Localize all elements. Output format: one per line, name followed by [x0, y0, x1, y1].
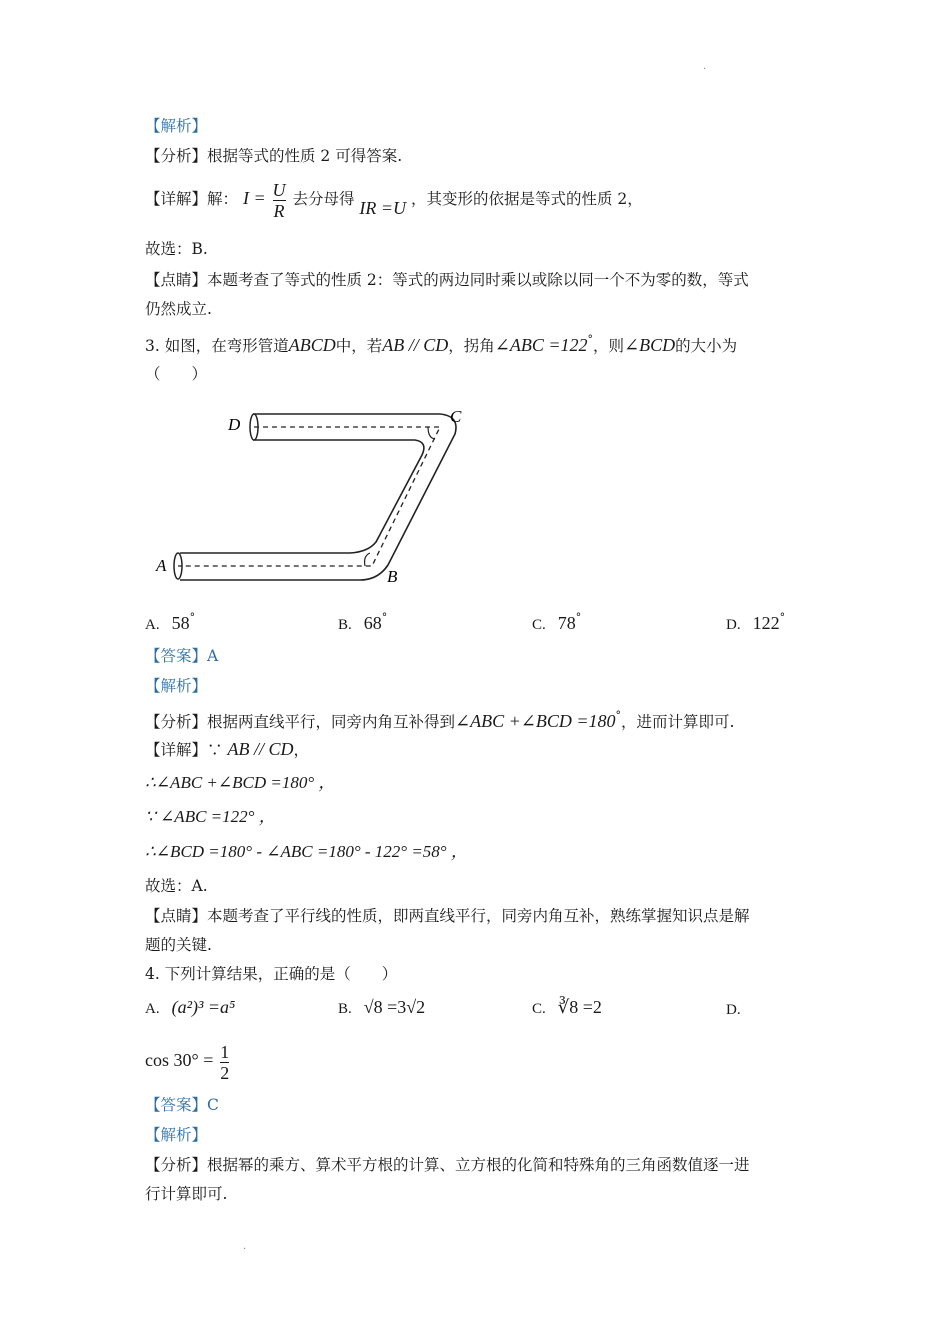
- degree-mark: °: [587, 333, 593, 346]
- q2-xiangjie-prefix: 【详解】解：: [145, 190, 239, 208]
- q3-step2: ∴∠ABC +∠BCD =180° ，: [145, 773, 336, 792]
- option-value: (a²)³ =a⁵: [171, 997, 236, 1017]
- degree-mark: °: [381, 611, 388, 624]
- option-label: D.: [726, 1002, 741, 1018]
- header-dot: ·: [703, 64, 707, 75]
- q4-option-d-expr: [145, 1037, 231, 1084]
- q2-dianjing-2: 仍然成立.: [145, 300, 212, 318]
- q2-dianjing-1: 【点睛】本题考查了等式的性质 2：等式的两边同时乘以或除以同一个不为零的数，等式: [145, 271, 749, 289]
- option-value: 68: [363, 613, 382, 633]
- q2-fenxi: 【分析】根据等式的性质 2 可得答案.: [145, 147, 403, 165]
- q4-optd-den: 2: [220, 1062, 230, 1083]
- q3-stem-angle: ∠ABC =122: [494, 335, 588, 355]
- q3-option-c[interactable]: [532, 611, 581, 634]
- option-label: B.: [338, 617, 352, 633]
- q3-stem-parallel: AB // CD: [382, 335, 449, 355]
- q3-stem: [145, 330, 737, 356]
- q4-option-a[interactable]: [145, 997, 235, 1018]
- degree-mark: °: [189, 611, 196, 624]
- footer-dot: ·: [243, 1244, 247, 1255]
- option-value: ∛8 =2: [557, 997, 602, 1017]
- q4-fenxi-1: 【分析】根据幂的乘方、算术平方根的计算、立方根的化简和特殊角的三角函数值逐一进: [145, 1156, 750, 1174]
- q2-guxuan: 故选：B.: [145, 240, 208, 258]
- q3-option-b[interactable]: [338, 611, 387, 634]
- q3-stem-c: ，拐角: [448, 337, 495, 355]
- q3-step3: ∵ ∠ABC =122° ，: [145, 807, 276, 826]
- option-label: C.: [532, 617, 546, 633]
- q2-eq-right: IR =U: [359, 198, 407, 218]
- q4-option-d[interactable]: [726, 1000, 753, 1019]
- q2-eq-left: I =: [242, 188, 266, 208]
- q3-fenxi: [145, 706, 734, 732]
- q3-xiangjie: 【详解】∵ AB // CD，: [145, 739, 309, 759]
- q2-fraction: [273, 180, 286, 221]
- q3-dianjing-2: 题的关键.: [145, 936, 212, 954]
- q3-stem-abcd: ABCD: [288, 335, 336, 355]
- q2-middle-text: 去分母得: [292, 190, 355, 208]
- q4-optd-fraction: [220, 1042, 229, 1083]
- option-value: √8 =3√2: [363, 997, 426, 1017]
- degree-mark: °: [779, 611, 786, 624]
- q3-xiangjie-prefix: 【详解】∵: [145, 741, 223, 759]
- q4-optd-left: cos 30° =: [145, 1050, 214, 1070]
- q4-option-c[interactable]: [532, 997, 602, 1018]
- q2-xiangjie: [145, 176, 643, 221]
- degree-mark: °: [575, 611, 582, 624]
- pipe-top-edge: [180, 414, 456, 580]
- q2-tail-text: ，其变形的依据是等式的性质 2，: [411, 190, 643, 208]
- label-a: A: [156, 556, 167, 575]
- q4-fenxi-2: 行计算即可.: [145, 1185, 228, 1203]
- option-label: A.: [145, 617, 160, 633]
- q3-stem-e: 的大小为: [675, 337, 738, 355]
- q2-analysis-tag: 【解析】: [145, 117, 208, 135]
- angle-arc-c: [428, 427, 435, 439]
- q4-optd-num: 1: [220, 1041, 230, 1062]
- q3-option-d[interactable]: [726, 611, 785, 634]
- q3-guxuan: 故选：A.: [145, 877, 208, 895]
- option-label: A.: [145, 1001, 160, 1017]
- degree-mark: °: [615, 709, 621, 722]
- q3-stem-d: ，则: [592, 337, 624, 355]
- q3-fenxi-eq: ∠ABC +∠BCD =180: [455, 711, 616, 731]
- q3-stem-a: 3. 如图，在弯形管道: [145, 337, 289, 355]
- pipe-figure: [150, 400, 470, 590]
- q2-frac-den: R: [273, 200, 285, 221]
- option-label: D.: [726, 617, 741, 633]
- q3-answer: 【答案】A: [145, 647, 219, 665]
- q3-fenxi-b: ，进而计算即可.: [620, 713, 735, 731]
- q3-stem-bcd: ∠BCD: [624, 335, 676, 355]
- option-value: 122: [752, 613, 780, 633]
- label-b: B: [387, 567, 398, 586]
- q4-option-b[interactable]: [338, 997, 425, 1018]
- q3-xiangjie-eq: AB // CD: [227, 739, 294, 759]
- label-d: D: [228, 415, 241, 434]
- q3-option-a[interactable]: [145, 611, 195, 634]
- q3-stem-b: 中，若: [335, 337, 383, 355]
- q3-fenxi-a: 【分析】根据两直线平行，同旁内角互补得到: [145, 713, 456, 731]
- q4-answer: 【答案】C: [145, 1096, 219, 1114]
- q3-step4: ∴∠BCD =180° - ∠ABC =180° - 122° =58° ，: [145, 842, 468, 861]
- label-c: C: [450, 407, 462, 426]
- q3-dianjing-1: 【点睛】本题考查了平行线的性质，即两直线平行，同旁内角互补，熟练掌握知识点是解: [145, 907, 750, 925]
- q3-paren: （ ）: [145, 365, 208, 383]
- q2-frac-num: U: [272, 179, 286, 200]
- angle-arc-b: [365, 553, 370, 566]
- option-label: C.: [532, 1001, 546, 1017]
- option-value: 78: [557, 613, 576, 633]
- q4-stem: 4. 下列计算结果，正确的是（ ）: [145, 965, 398, 983]
- option-value: 58: [171, 613, 190, 633]
- q3-analysis-tag: 【解析】: [145, 677, 208, 695]
- option-label: B.: [338, 1001, 352, 1017]
- q4-analysis-tag: 【解析】: [145, 1126, 208, 1144]
